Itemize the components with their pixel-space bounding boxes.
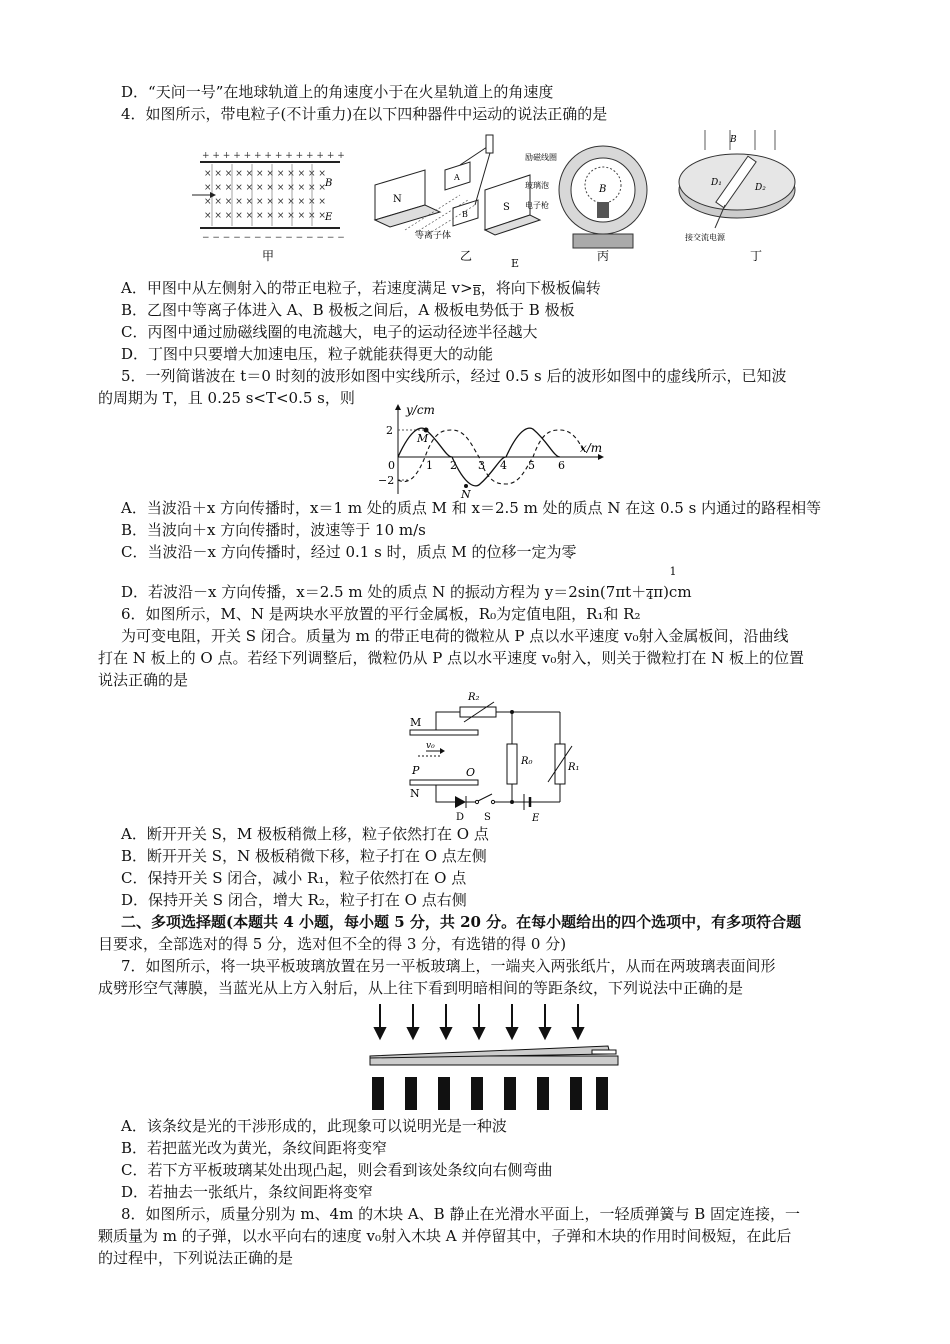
label-bulb: 玻璃泡	[525, 181, 549, 190]
q4-stem: 4．如图所示，带电粒子(不计重力)在以下四种器件中运动的说法正确的是	[121, 105, 608, 123]
q8-stem-1: 8．如图所示，质量分别为 m、4m 的木块 A、B 静止在光滑水平面上，一轻质弹簧与 B 固定连接，一	[121, 1205, 801, 1223]
section-2-heading: 二、多项选择题(本题共 4 小题，每小题 5 分，共 20 分。在每小题给出的四个选项中，有多项符合题	[121, 913, 802, 931]
label-d1: D₁	[711, 178, 722, 188]
y-axis-label: y/cm	[406, 403, 435, 417]
figure-jia	[192, 151, 345, 263]
q5-frac-num: 1	[669, 565, 677, 578]
q6-stem-2: 为可变电阻，开关 S 闭合。质量为 m 的带正电荷的微粒从 P 点以水平速度 v₀射入金属板间，沿曲线	[121, 627, 789, 645]
v0-label: v₀	[426, 741, 435, 751]
label-yi: 乙	[460, 249, 473, 263]
label-a-yi: A	[454, 173, 460, 182]
q5-option-c: C．当波沿－x 方向传播时，经过 0.1 s 时，质点 M 的位移一定为零	[121, 543, 577, 561]
y-tick-2: 2	[386, 424, 393, 437]
x-tick-2: 2	[450, 459, 457, 472]
label-b-ding: B	[730, 135, 737, 145]
q5-stem-1: 5．一列简谐波在 t＝0 时刻的波形如图中实线所示，经过 0.5 s 后的波形如图中的虚线所示，已知波	[121, 367, 787, 385]
opt-d-post: π)cm	[653, 583, 692, 601]
q6-circuit	[400, 684, 590, 824]
q7-option-c: C．若下方平板玻璃某处出现凸起，则会看到该处条纹向右侧弯曲	[121, 1161, 553, 1179]
svg-text:− − − − − − − − − − − − − −: − − − − − − − − − − − − − −	[202, 233, 345, 243]
label-s-yi: S	[503, 202, 510, 213]
label-bing: 丙	[597, 249, 610, 263]
y-tick-neg2: −2	[378, 474, 395, 487]
point-p: P	[412, 764, 420, 777]
label-plasma: 等离子体	[415, 231, 452, 241]
q7-wedge-figure	[360, 1000, 630, 1115]
svg-text:× × × × × × × × × × × ×: × × × × × × × × × × × ×	[204, 211, 326, 221]
q6-stem-4: 说法正确的是	[98, 671, 189, 689]
q6-option-a: A．断开开关 S，M 极板稍微上移，粒子依然打在 O 点	[121, 825, 489, 843]
plate-n: N	[410, 787, 420, 800]
q8-stem-3: 的过程中，下列说法正确的是	[98, 1249, 294, 1267]
q6-stem-3: 打在 N 板上的 O 点。若经下列调整后，微粒仍从 P 点以水平速度 v₀射入，则关于微粒打在 N 板上的位置	[98, 649, 805, 667]
label-n-yi: N	[393, 194, 402, 205]
q5-option-d	[121, 582, 692, 602]
plate-m: M	[410, 716, 422, 729]
emf-label: E	[532, 813, 540, 824]
opt-a-pre: A．甲图中从左侧射入的带正电粒子，若速度满足 v>	[121, 279, 473, 297]
q6-option-b: B．断开开关 S，N 极板稍微下移，粒子打在 O 点左侧	[121, 847, 487, 865]
opt-a-post: ，将向下极板偏转	[480, 279, 601, 297]
q5-option-b: B．当波向＋x 方向传播时，波速等于 10 m/s	[121, 521, 426, 539]
q6-option-c: C．保持开关 S 闭合，减小 R₁，粒子依然打在 O 点	[121, 869, 467, 887]
point-o: O	[466, 766, 476, 779]
r2-label: R₂	[468, 692, 480, 703]
q5-stem-2: 的周期为 T，且 0.25 s<T<0.5 s，则	[98, 389, 355, 407]
x-tick-5: 5	[528, 459, 535, 472]
origin-label: 0	[388, 459, 395, 472]
label-b-bing: B	[599, 184, 607, 195]
label-e-jia: E	[325, 212, 333, 223]
label-d2: D₂	[755, 183, 766, 193]
frac-num: E	[510, 257, 520, 270]
svg-text:× × × × × × × × × × × ×: × × × × × × × × × × × ×	[204, 183, 326, 193]
q5-option-a: A．当波沿＋x 方向传播时，x＝1 m 处的质点 M 和 x＝2.5 m 处的质点 N 在这 0.5 s 内通过的路程相等	[121, 499, 822, 517]
q7-stem-1: 7．如图所示，将一块平板玻璃放置在另一平板玻璃上，一端夹入两张纸片，从而在两玻璃表面间形	[121, 957, 776, 975]
label-ding: 丁	[750, 249, 763, 263]
q4-option-c: C．丙图中通过励磁线圈的电流越大，电子的运动径迹半径越大	[121, 323, 538, 341]
point-n-label: N	[461, 488, 471, 498]
frac-den: B	[472, 285, 481, 298]
r1-label: R₁	[568, 762, 580, 773]
opt-d-pre: D．若波沿－x 方向传播，x＝2.5 m 处的质点 N 的振动方程为 y＝2sin(7πt＋	[121, 583, 647, 601]
section-2-heading-2: 目要求，全部选对的得 5 分，选对但不全的得 3 分，有选错的得 0 分)	[98, 935, 567, 953]
svg-text:+ + + + + + + + + + + + + +: + + + + + + + + + + + + + +	[202, 151, 345, 161]
point-m-label: M	[417, 432, 429, 445]
q5-wave-graph	[370, 402, 610, 498]
q6-stem-1: 6．如图所示，M、N 是两块水平放置的平行金属板，R₀为定值电阻，R₁和 R₂	[121, 605, 641, 623]
label-jia: 甲	[262, 249, 275, 263]
q8-stem-2: 颗质量为 m 的子弹，以水平向右的速度 v₀射入木块 A 并停留其中，子弹和木块的作用时间极短，在此后	[98, 1227, 792, 1245]
label-gun: 电子枪	[525, 201, 549, 210]
q7-stem-2: 成劈形空气薄膜，当蓝光从上方入射后，从上往下看到明暗相间的等距条纹，下列说法中正确的是	[98, 979, 744, 997]
figure-yi	[375, 135, 540, 263]
switch-label: S	[484, 812, 491, 823]
q6-option-d: D．保持开关 S 闭合，增大 R₂，粒子打在 O 点右侧	[121, 891, 467, 909]
label-coil: 励磁线圈	[525, 153, 557, 162]
q5-frac-den: 4	[646, 589, 654, 602]
figure-bing	[525, 146, 647, 263]
label-b-yi: B	[462, 210, 468, 219]
q7-option-d: D．若抽去一张纸片，条纹间距将变窄	[121, 1183, 374, 1201]
q4-figures	[190, 130, 810, 265]
figure-ding	[679, 130, 795, 263]
x-tick-6: 6	[558, 459, 565, 472]
q7-option-b: B．若把蓝光改为黄光，条纹间距将变窄	[121, 1139, 388, 1157]
x-tick-4: 4	[500, 459, 507, 472]
x-tick-3: 3	[478, 459, 485, 472]
r0-label: R₀	[521, 756, 533, 767]
x-tick-1: 1	[426, 459, 433, 472]
q3-option-d: D．“天问一号”在地球轨道上的角速度小于在火星轨道上的角速度	[121, 83, 554, 101]
svg-text:× × × × × × × × × × × ×: × × × × × × × × × × × ×	[204, 197, 326, 207]
q4-option-a	[121, 278, 601, 298]
diode-label: D	[456, 812, 465, 823]
q7-option-a: A．该条纹是光的干涉形成的，此现象可以说明光是一种波	[121, 1117, 507, 1135]
q4-frac	[508, 258, 522, 269]
label-b-jia: B	[325, 178, 333, 189]
label-ac: 接交流电源	[685, 233, 725, 242]
q4-option-b: B．乙图中等离子体进入 A、B 极板之间后，A 极板电势低于 B 极板	[121, 301, 575, 319]
svg-text:× × × × × × × × × × × ×: × × × × × × × × × × × ×	[204, 169, 326, 179]
x-axis-label: x/m	[580, 441, 603, 455]
q4-option-d: D．丁图中只要增大加速电压，粒子就能获得更大的动能	[121, 345, 494, 363]
